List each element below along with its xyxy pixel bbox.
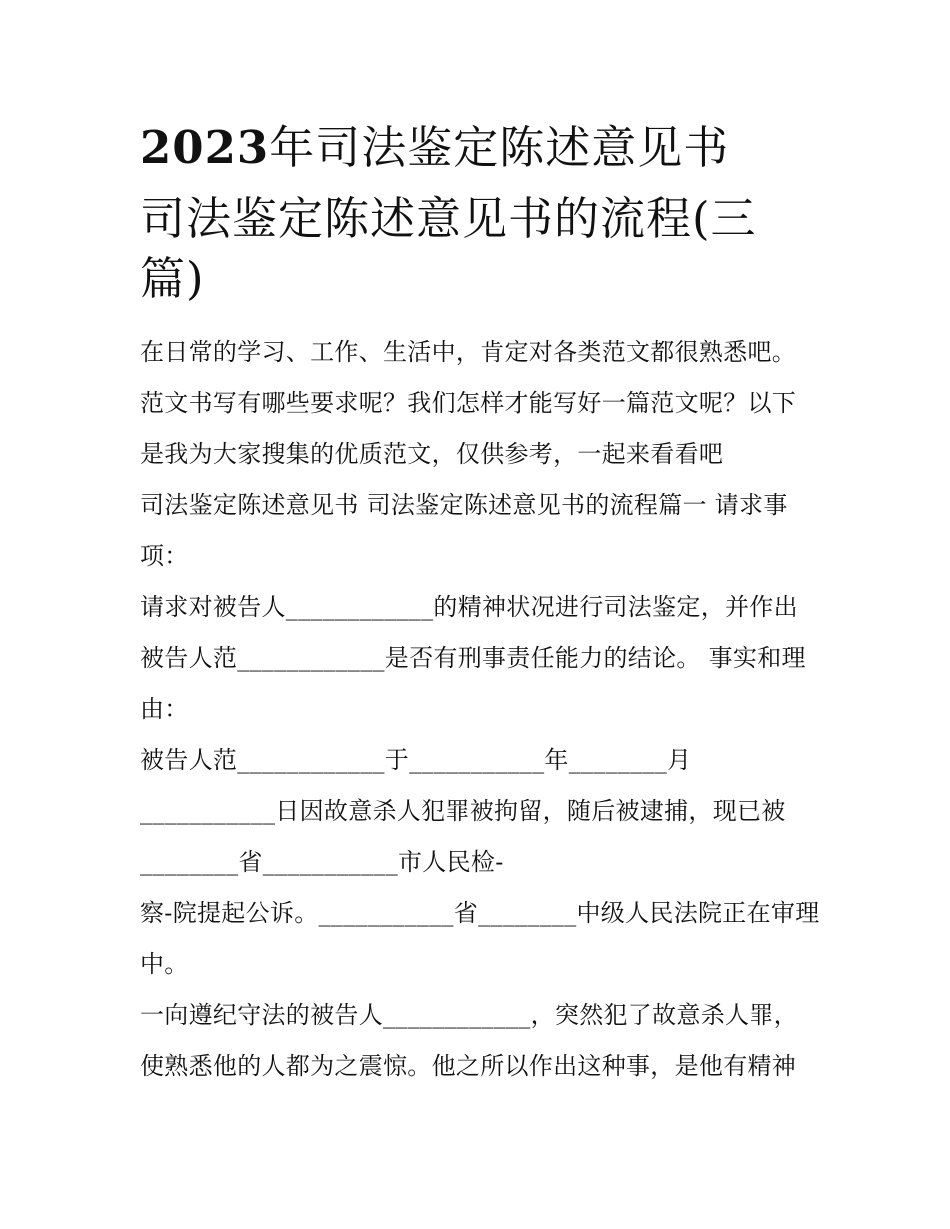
- paragraph-reason: 一向遵纪守法的被告人____________，突然犯了故意杀人罪，使熟悉他的人都为之震惊。他之所以作出这种事，是他有精神: [140, 1001, 798, 1080]
- title-line-1-text: 年司法鉴定陈述意见书: [269, 121, 730, 174]
- title-line-1: [140, 118, 820, 178]
- paragraph-facts: 被告人范____________于___________年________月___________日因故意杀人犯罪被拘留，随后被逮捕，现已被________省___________市人民检-: [140, 746, 786, 876]
- paragraph-intro: 在日常的学习、工作、生活中，肯定对各类范文都很熟悉吧。范文书写有哪些要求呢？我们怎样才能写好一篇范文呢？以下是我为大家搜集的优质范文，仅供参考，一起来看看吧: [140, 338, 797, 468]
- document-title: [140, 118, 820, 309]
- title-year: 2023: [140, 121, 270, 174]
- paragraph-section-heading: 司法鉴定陈述意见书 司法鉴定陈述意见书的流程篇一 请求事项：: [140, 491, 788, 570]
- paragraph-prosecution: 察-院提起公诉。___________省________中级人民法院正在审理中。: [140, 899, 820, 978]
- paragraph-request: 请求对被告人____________的精神状况进行司法鉴定，并作出被告人范____________是否有刑事责任能力的结论。 事实和理由：: [140, 593, 806, 723]
- document-page: [140, 118, 820, 1092]
- document-body: [140, 327, 820, 1092]
- title-line-2: 司法鉴定陈述意见书的流程(三篇): [140, 192, 757, 305]
